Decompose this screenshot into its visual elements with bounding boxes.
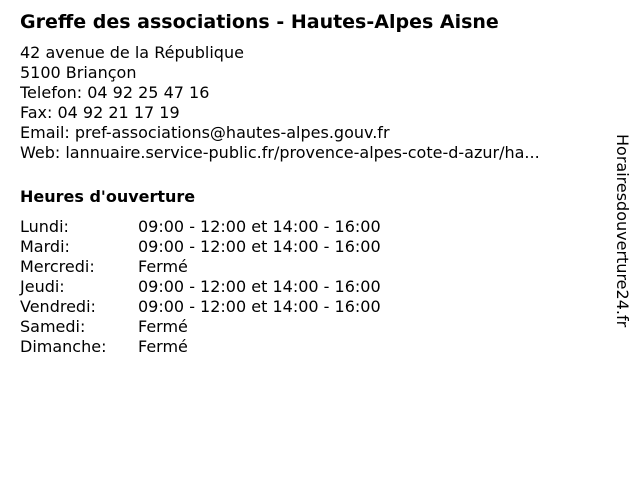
day-label: Lundi: bbox=[20, 217, 69, 236]
day-label: Vendredi: bbox=[20, 297, 96, 316]
site-watermark: Horairesdouverture24.fr bbox=[613, 134, 632, 328]
fax-line: Fax: 04 92 21 17 19 bbox=[20, 103, 180, 122]
business-card bbox=[20, 9, 610, 357]
email-line: Email: pref-associations@hautes-alpes.gouv.fr bbox=[20, 123, 390, 142]
hours-row-monday bbox=[20, 217, 610, 237]
time-value: 09:00 - 12:00 et 14:00 - 16:00 bbox=[138, 277, 381, 296]
day-label: Mercredi: bbox=[20, 257, 95, 276]
hours-row-thursday bbox=[20, 277, 610, 297]
time-value: Fermé bbox=[138, 317, 188, 336]
time-value: 09:00 - 12:00 et 14:00 - 16:00 bbox=[138, 297, 381, 316]
hours-list bbox=[20, 217, 610, 357]
hours-heading: Heures d'ouverture bbox=[20, 187, 196, 206]
time-value: Fermé bbox=[138, 257, 188, 276]
hours-row-saturday bbox=[20, 317, 610, 337]
day-label: Samedi: bbox=[20, 317, 86, 336]
address-line-1: 42 avenue de la République bbox=[20, 43, 244, 62]
hours-row-friday bbox=[20, 297, 610, 317]
hours-row-sunday bbox=[20, 337, 610, 357]
web-line: Web: lannuaire.service-public.fr/provence-alpes-cote-d-azur/ha... bbox=[20, 143, 540, 162]
phone-line: Telefon: 04 92 25 47 16 bbox=[20, 83, 210, 102]
time-value: Fermé bbox=[138, 337, 188, 356]
time-value: 09:00 - 12:00 et 14:00 - 16:00 bbox=[138, 237, 381, 256]
page-title: Greffe des associations - Hautes-Alpes Aisne bbox=[20, 11, 499, 33]
day-label: Jeudi: bbox=[20, 277, 65, 296]
time-value: 09:00 - 12:00 et 14:00 - 16:00 bbox=[138, 217, 381, 236]
hours-row-tuesday bbox=[20, 237, 610, 257]
day-label: Dimanche: bbox=[20, 337, 107, 356]
address-line-2: 5100 Briançon bbox=[20, 63, 137, 82]
hours-row-wednesday bbox=[20, 257, 610, 277]
day-label: Mardi: bbox=[20, 237, 70, 256]
